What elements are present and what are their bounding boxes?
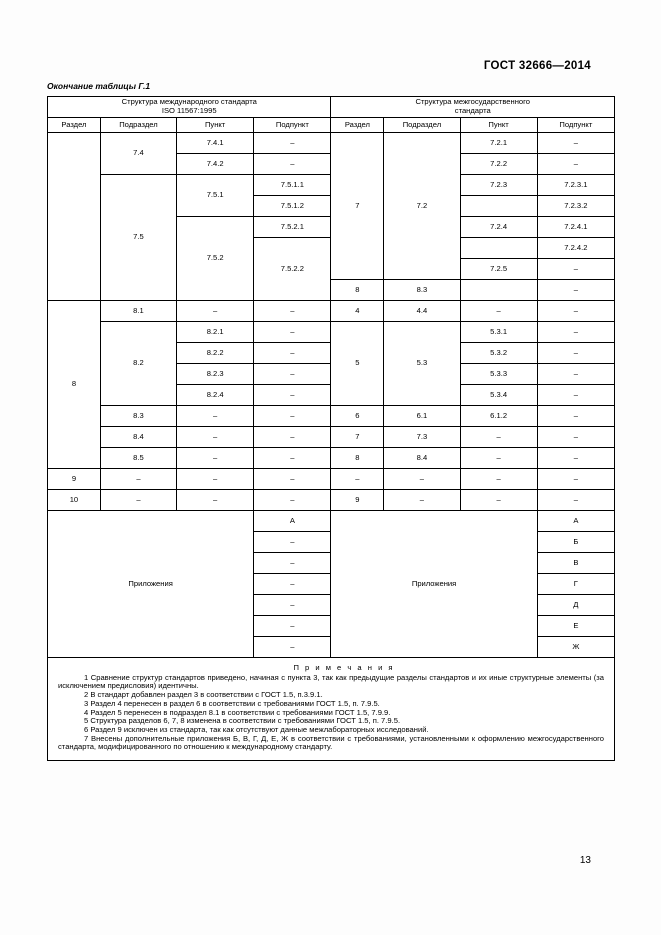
- cell-l-821-pp: –: [254, 322, 331, 343]
- cell-l-824-pp: –: [254, 385, 331, 406]
- cell-r-44-p: –: [460, 301, 537, 322]
- note-item: 3 Раздел 4 перенесен в раздел 6 в соответствии с требованиями ГОСТ 1.5, п. 7.9.5.: [84, 698, 380, 708]
- cell-pril-l-4: –: [254, 574, 331, 595]
- cell-r-44: 4.4: [384, 301, 460, 322]
- cell-r-721-pp: –: [537, 133, 614, 154]
- table-row: [48, 406, 615, 427]
- cell-r-84-pp: –: [537, 448, 614, 469]
- note-item: 6 Раздел 9 исключен из стандарта, так как отсутствуют данные межлабораторных исследований.: [84, 725, 429, 735]
- cell-r-9-pp: –: [537, 490, 614, 511]
- cell-r-8b: 8: [331, 448, 384, 469]
- cell-l-83-p: –: [177, 406, 254, 427]
- cell-r-9: 9: [331, 490, 384, 511]
- cell-r-6: 6: [331, 406, 384, 427]
- table-group-header-row: [48, 97, 615, 118]
- notes-list: [58, 674, 604, 752]
- col-header-podpunkt-left: Подпункт: [254, 118, 331, 133]
- cell-r-532: 5.3.2: [460, 343, 537, 364]
- comparison-table-wrapper: [47, 96, 615, 761]
- cell-r-dash-r: –: [331, 469, 384, 490]
- note-item: 1 Сравнение структур стандартов приведено, начиная с пункта 3, так как предыдущие разделы стандартов и их иные структурные элементы (за исключением предисловия) идентичны.: [58, 672, 604, 691]
- cell-r-532-pp: –: [537, 343, 614, 364]
- header-interstate-line2: стандарта: [454, 106, 491, 115]
- cell-pril-r-7: Ж: [537, 637, 614, 658]
- cell-pril-r-1: А: [537, 511, 614, 532]
- note-item: 7 Внесены дополнительные приложения Б, В, Г, Д, Е, Ж в соответствии с требованиями, установленными к оформлению межгосударственного стандарта, модифицированного по отношению к международному стандарту.: [58, 733, 604, 752]
- cell-r-722-pp: –: [537, 154, 614, 175]
- cell-l-85: 8.5: [100, 448, 176, 469]
- header-interstate-line1: Структура межгосударственного: [415, 97, 530, 107]
- cell-l-9-pp: –: [254, 469, 331, 490]
- table-column-header-row: [48, 118, 615, 133]
- cell-r-44-pp: –: [537, 301, 614, 322]
- cell-left-razdel-blank: [48, 133, 101, 301]
- cell-r-7: 7: [331, 133, 384, 280]
- cell-r-534-pp: –: [537, 385, 614, 406]
- cell-l-823-pp: –: [254, 364, 331, 385]
- cell-r-533-pp: –: [537, 364, 614, 385]
- table-caption: Окончание таблицы Г.1: [47, 81, 151, 91]
- cell-pril-right: Приложения: [331, 511, 537, 658]
- cell-pril-r-2: Б: [537, 532, 614, 553]
- cell-r-83-pp: –: [537, 280, 614, 301]
- cell-r-4: 4: [331, 301, 384, 322]
- col-header-podrazdel-right: Подраздел: [384, 118, 460, 133]
- note-item: 5 Структура разделов 6, 7, 8 изменена в соответствии с требованиями ГОСТ 1.5, п. 7.9.5.: [84, 716, 401, 726]
- cell-l-10-pp: –: [254, 490, 331, 511]
- note-item: 2 В стандарт добавлен раздел 3 в соответствии с ГОСТ 1.5, п.3.9.1.: [84, 690, 323, 700]
- cell-r-84: 8.4: [384, 448, 460, 469]
- cell-r-725: 7.2.5: [460, 259, 537, 280]
- cell-pril-l-7: –: [254, 637, 331, 658]
- cell-l-83-pp: –: [254, 406, 331, 427]
- cell-r-5: 5: [331, 322, 384, 406]
- cell-l-85-pp: –: [254, 448, 331, 469]
- cell-r-534: 5.3.4: [460, 385, 537, 406]
- cell-l-9-p: –: [177, 469, 254, 490]
- cell-r-73: 7.3: [384, 427, 460, 448]
- col-header-punkt-left: Пункт: [177, 118, 254, 133]
- cell-r-84-p: –: [460, 448, 537, 469]
- header-international-standard: [48, 97, 331, 118]
- cell-l-821: 8.2.1: [177, 322, 254, 343]
- col-header-podpunkt-right: Подпункт: [537, 118, 614, 133]
- col-header-podrazdel-left: Подраздел: [100, 118, 176, 133]
- cell-pril-r-6: Е: [537, 616, 614, 637]
- cell-l-81-pp: –: [254, 301, 331, 322]
- table-row: [48, 448, 615, 469]
- cell-l-7512: 7.5.1.2: [254, 196, 331, 217]
- cell-r-dash-p: –: [460, 469, 537, 490]
- cell-r-721: 7.2.1: [460, 133, 537, 154]
- table-row: [48, 511, 615, 532]
- cell-l-84-pp: –: [254, 427, 331, 448]
- cell-pril-l-5: –: [254, 595, 331, 616]
- cell-r-73-p: –: [460, 427, 537, 448]
- cell-pril-l-1: А: [254, 511, 331, 532]
- cell-r-724: 7.2.4: [460, 217, 537, 238]
- cell-r-dash-pp: –: [537, 469, 614, 490]
- cell-l-81-p: –: [177, 301, 254, 322]
- cell-r-7241: 7.2.4.1: [537, 217, 614, 238]
- cell-l-742-sub: –: [254, 154, 331, 175]
- col-header-punkt-right: Пункт: [460, 118, 537, 133]
- cell-pril-left: Приложения: [48, 511, 254, 658]
- standard-code-header: ГОСТ 32666—2014: [483, 60, 591, 72]
- cell-l-85-p: –: [177, 448, 254, 469]
- cell-l-824: 8.2.4: [177, 385, 254, 406]
- cell-l-83: 8.3: [100, 406, 176, 427]
- table-row: [48, 301, 615, 322]
- cell-l-9-sr: –: [100, 469, 176, 490]
- cell-r-531: 5.3.1: [460, 322, 537, 343]
- cell-l-10-p: –: [177, 490, 254, 511]
- col-header-razdel-left: Раздел: [48, 118, 101, 133]
- cell-r-7232: 7.2.3.2: [537, 196, 614, 217]
- cell-r-dash-sr: –: [384, 469, 460, 490]
- cell-l-751: 7.5.1: [177, 175, 254, 217]
- cell-r-53: 5.3: [384, 322, 460, 406]
- header-international-line2: ISO 11567:1995: [161, 106, 217, 115]
- cell-l-82: 8.2: [100, 322, 176, 406]
- cell-r-83: 8.3: [384, 280, 460, 301]
- cell-l-742: 7.4.2: [177, 154, 254, 175]
- table-row: [48, 490, 615, 511]
- cell-l-7521: 7.5.2.1: [254, 217, 331, 238]
- cell-pril-r-5: Д: [537, 595, 614, 616]
- cell-pril-r-4: Г: [537, 574, 614, 595]
- table-row: [48, 469, 615, 490]
- cell-r-723: 7.2.3: [460, 175, 537, 196]
- cell-l-84: 8.4: [100, 427, 176, 448]
- cell-r-533: 5.3.3: [460, 364, 537, 385]
- cell-r-724-empty: [460, 238, 537, 259]
- cell-r-7231: 7.2.3.1: [537, 175, 614, 196]
- cell-l-10: 10: [48, 490, 101, 511]
- cell-l-7511: 7.5.1.1: [254, 175, 331, 196]
- cell-pril-l-6: –: [254, 616, 331, 637]
- cell-r-61: 6.1: [384, 406, 460, 427]
- cell-r-8: 8: [331, 280, 384, 301]
- cell-r-723-empty: [460, 196, 537, 217]
- cell-l-84-p: –: [177, 427, 254, 448]
- col-header-razdel-right: Раздел: [331, 118, 384, 133]
- cell-l-74: 7.4: [100, 133, 176, 175]
- cell-l-752: 7.5.2: [177, 217, 254, 301]
- cell-r-531-pp: –: [537, 322, 614, 343]
- cell-l-741-sub: –: [254, 133, 331, 154]
- cell-r-725-pp: –: [537, 259, 614, 280]
- cell-r-72: 7.2: [384, 133, 460, 280]
- cell-r-83-p: [460, 280, 537, 301]
- table-notes: [48, 658, 615, 761]
- cell-l-10-sr: –: [100, 490, 176, 511]
- cell-r-61-pp: –: [537, 406, 614, 427]
- cell-r-7b: 7: [331, 427, 384, 448]
- cell-r-9-sr: –: [384, 490, 460, 511]
- cell-pril-l-2: –: [254, 532, 331, 553]
- table-row: [48, 322, 615, 343]
- note-item: 4 Раздел 5 перенесен в подраздел 8.1 в соответствии с требованиями ГОСТ 1.5, 7.9.9.: [84, 707, 391, 717]
- cell-l-7522: 7.5.2.2: [254, 238, 331, 301]
- cell-l-822: 8.2.2: [177, 343, 254, 364]
- cell-r-7242: 7.2.4.2: [537, 238, 614, 259]
- cell-l-822-pp: –: [254, 343, 331, 364]
- table-notes-row: [48, 658, 615, 761]
- table-row: [48, 427, 615, 448]
- cell-r-722: 7.2.2: [460, 154, 537, 175]
- cell-l-75: 7.5: [100, 175, 176, 301]
- cell-r-73-pp: –: [537, 427, 614, 448]
- cell-pril-l-3: –: [254, 553, 331, 574]
- table-row: [48, 133, 615, 154]
- cell-l-81: 8.1: [100, 301, 176, 322]
- cell-l-8: 8: [48, 301, 101, 469]
- cell-l-741: 7.4.1: [177, 133, 254, 154]
- header-interstate-standard: [331, 97, 615, 118]
- header-international-line1: Структура международного стандарта: [121, 97, 257, 107]
- cell-r-612: 6.1.2: [460, 406, 537, 427]
- cell-l-9: 9: [48, 469, 101, 490]
- cell-l-823: 8.2.3: [177, 364, 254, 385]
- page-number: 13: [579, 855, 591, 866]
- structure-comparison-table: [47, 96, 615, 761]
- cell-pril-r-3: В: [537, 553, 614, 574]
- notes-title: П р и м е ч а н и я: [293, 663, 395, 672]
- cell-r-9-p: –: [460, 490, 537, 511]
